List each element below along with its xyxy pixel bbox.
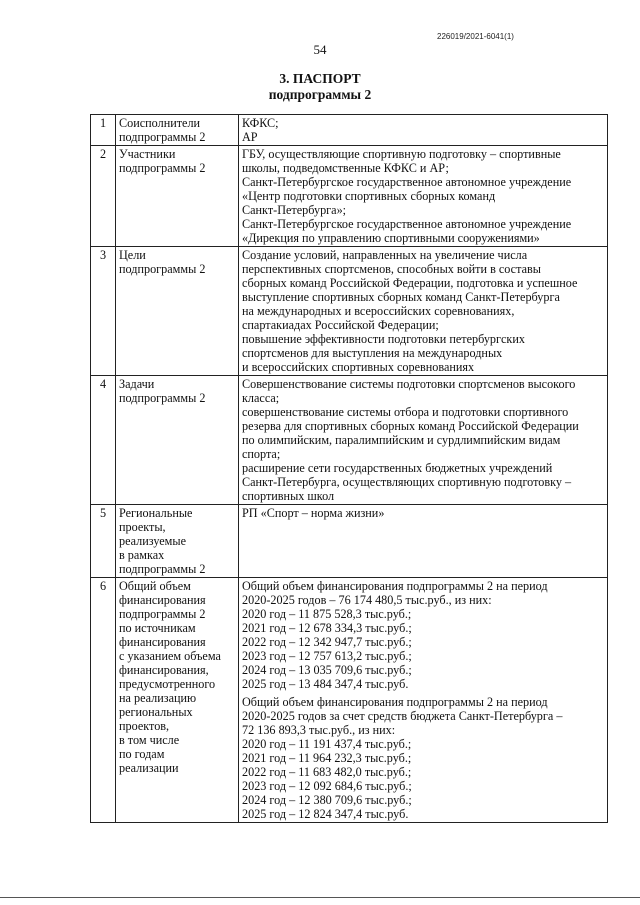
value-line: 2023 год – 12 092 684,6 тыс.руб.; [242, 779, 412, 793]
value-line: РП «Спорт – норма жизни» [242, 506, 385, 520]
label-line: Цели [119, 248, 146, 262]
table-row [91, 505, 608, 578]
value-line: 2020 год – 11 875 528,3 тыс.руб.; [242, 607, 412, 621]
table-row [91, 247, 608, 376]
value-line: 72 136 893,3 тыс.руб., из них: [242, 723, 396, 737]
value-line: 2021 год – 12 678 334,3 тыс.руб.; [242, 621, 412, 635]
value-line: класса; [242, 391, 280, 405]
value-line: 2023 год – 12 757 613,2 тыс.руб.; [242, 649, 412, 663]
value-line: Совершенствование системы подготовки спортсменов высокого [242, 377, 576, 391]
label-line: проектов, [119, 719, 170, 733]
table-row [91, 146, 608, 247]
label-line: реализуемые [119, 534, 186, 548]
row-value [239, 505, 608, 578]
value-line: Санкт-Петербурга»; [242, 203, 347, 217]
value-line: 2021 год – 11 964 232,3 тыс.руб.; [242, 751, 412, 765]
value-line: по олимпийским, паралимпийским и сурдлимпийским видам [242, 433, 561, 447]
value-line: школы, подведомственные КФКС и АР; [242, 161, 449, 175]
value-line: на международных и всероссийских соревнованиях, [242, 304, 515, 318]
value-line: совершенствование системы отбора и подготовки спортивного [242, 405, 569, 419]
value-line: Общий объем финансирования подпрограммы 2 на период [242, 579, 548, 593]
value-line: резерва для спортивных сборных команд Российской Федерации [242, 419, 579, 433]
row-label [116, 505, 239, 578]
table-row [91, 115, 608, 146]
row-number: 5 [91, 505, 116, 578]
row-value [239, 115, 608, 146]
label-line: подпрограммы 2 [119, 607, 206, 621]
row-value [239, 247, 608, 376]
label-line: на реализацию [119, 691, 197, 705]
value-line: Санкт-Петербургское государственное автономное учреждение [242, 175, 572, 189]
label-line: Задачи [119, 377, 155, 391]
table-row [91, 376, 608, 505]
value-line: 2020 год – 11 191 437,4 тыс.руб.; [242, 737, 412, 751]
value-line: 2022 год – 11 683 482,0 тыс.руб.; [242, 765, 412, 779]
row-label [116, 115, 239, 146]
row-label [116, 376, 239, 505]
value-line: 2024 год – 13 035 709,6 тыс.руб.; [242, 663, 412, 677]
value-line: Санкт-Петербургское государственное автономное учреждение [242, 217, 572, 231]
label-line: финансирования [119, 593, 206, 607]
row-number: 4 [91, 376, 116, 505]
title-line-2: подпрограммы 2 [268, 87, 372, 102]
row-value [239, 376, 608, 505]
label-line: с указанием объема [119, 649, 221, 663]
value-line: Общий объем финансирования подпрограммы 2 на период [242, 695, 548, 709]
row-number: 3 [91, 247, 116, 376]
value-line: Санкт-Петербурга, осуществляющих спортивную подготовку – [242, 475, 572, 489]
label-line: Общий объем [119, 579, 191, 593]
value-line: КФКС; [242, 116, 279, 130]
value-line: перспективных спортсменов, способных войти в составы [242, 262, 541, 276]
document-id: 226019/2021-6041(1) [437, 32, 514, 41]
value-line: 2025 год – 13 484 347,4 тыс.руб. [242, 677, 409, 691]
label-line: в рамках [119, 548, 165, 562]
value-line: спортивных школ [242, 489, 335, 503]
value-line: расширение сети государственных бюджетных учреждений [242, 461, 553, 475]
value-line: повышение эффективности подготовки петербургских [242, 332, 525, 346]
label-line: подпрограммы 2 [119, 562, 206, 576]
label-line: подпрограммы 2 [119, 391, 206, 405]
label-line: Участники [119, 147, 176, 161]
value-line: АР [242, 130, 258, 144]
label-line: подпрограммы 2 [119, 161, 206, 175]
value-line: 2020-2025 годов – 76 174 480,5 тыс.руб., из них: [242, 593, 492, 607]
label-line: по источникам [119, 621, 196, 635]
row-label [116, 146, 239, 247]
value-line: выступление спортивных сборных команд Санкт-Петербурга [242, 290, 560, 304]
value-line: спортсменов для выступления на международных [242, 346, 503, 360]
table-row [91, 578, 608, 823]
title-line-1: 3. ПАСПОРТ [279, 71, 361, 86]
label-line: проекты, [119, 520, 166, 534]
value-line: сборных команд Российской Федерации, подготовка и успешное [242, 276, 578, 290]
label-line: финансирования [119, 635, 206, 649]
value-line: «Центр подготовки спортивных сборных команд [242, 189, 496, 203]
row-number: 6 [91, 578, 116, 823]
value-line: спартакиадах Российской Федерации; [242, 318, 439, 332]
page-number: 54 [313, 42, 327, 57]
label-line: по годам [119, 747, 165, 761]
label-line: финансирования, [119, 663, 209, 677]
value-line: Создание условий, направленных на увеличение числа [242, 248, 528, 262]
label-line: предусмотренного [119, 677, 216, 691]
value-line: ГБУ, осуществляющие спортивную подготовку – спортивные [242, 147, 561, 161]
value-line: «Дирекция по управлению спортивными сооружениями» [242, 231, 540, 245]
passport-table [90, 114, 608, 823]
label-line: реализации [119, 761, 179, 775]
label-line: подпрограммы 2 [119, 130, 206, 144]
row-label [116, 578, 239, 823]
row-value [239, 146, 608, 247]
value-line: и всероссийских спортивных соревнованиях [242, 360, 475, 374]
row-label [116, 247, 239, 376]
value-line: 2025 год – 12 824 347,4 тыс.руб. [242, 807, 409, 821]
label-line: региональных [119, 705, 193, 719]
value-line: спорта; [242, 447, 281, 461]
label-line: Региональные [119, 506, 193, 520]
page-bottom-rule [0, 897, 640, 898]
row-number: 1 [91, 115, 116, 146]
value-line: 2024 год – 12 380 709,6 тыс.руб.; [242, 793, 412, 807]
row-value [239, 578, 608, 823]
label-line: в том числе [119, 733, 180, 747]
label-line: Соисполнители [119, 116, 201, 130]
value-line: 2022 год – 12 342 947,7 тыс.руб.; [242, 635, 412, 649]
page-title [0, 71, 640, 103]
row-number: 2 [91, 146, 116, 247]
label-line: подпрограммы 2 [119, 262, 206, 276]
value-line: 2020-2025 годов за счет средств бюджета Санкт-Петербурга – [242, 709, 563, 723]
